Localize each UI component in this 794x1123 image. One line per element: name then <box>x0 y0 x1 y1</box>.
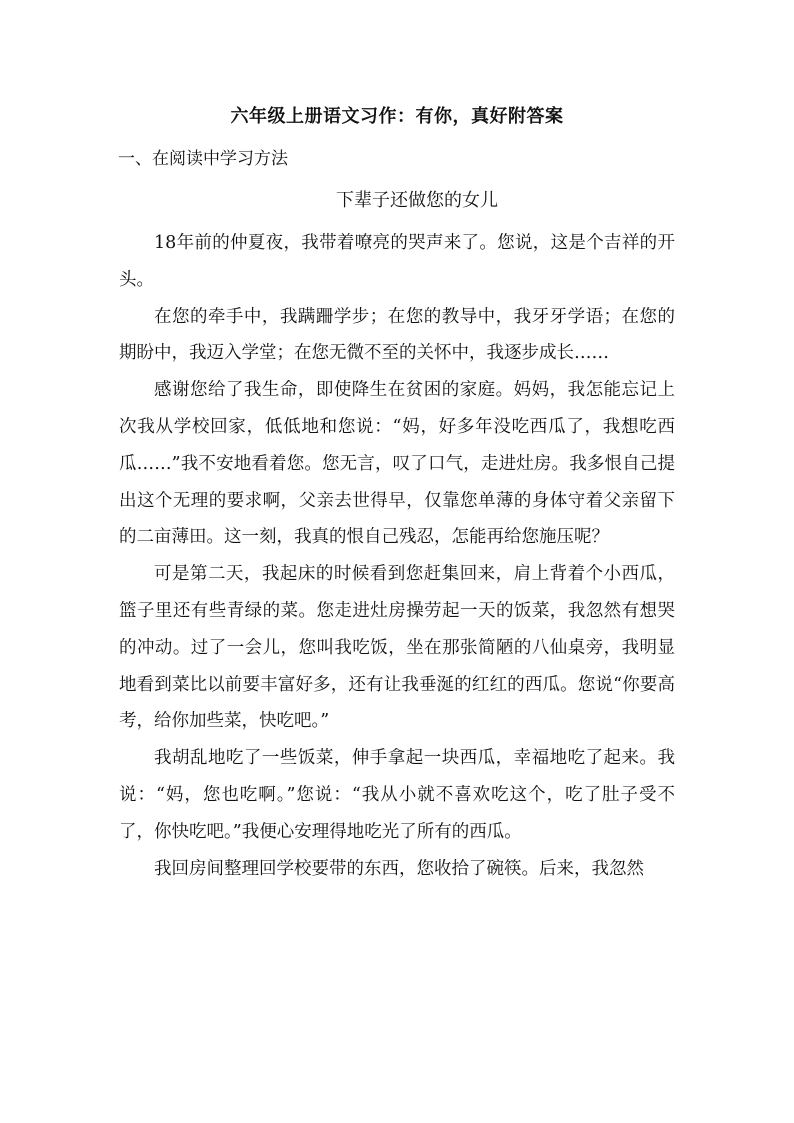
paragraph: 我胡乱地吃了一些饭菜，伸手拿起一块西瓜，幸福地吃了起来。我说：“妈，您也吃啊。”您说：“我从小就不喜欢吃这个，吃了肚子受不了，你快吃吧。”我便心安理得地吃光了所有的西瓜。 <box>119 748 675 842</box>
paragraph: 在您的牵手中，我蹒跚学步；在您的教导中，我牙牙学语；在您的期盼中，我迈入学堂；在您无微不至的关怀中，我逐步成长…… <box>119 306 675 364</box>
section-heading: 一、在阅读中学习方法 <box>118 149 288 169</box>
paragraph: 18年前的仲夏夜，我带着嘹亮的哭声来了。您说，这是个吉祥的开头。 <box>119 233 675 290</box>
essay-title: 下辈子还做您的女儿 <box>336 190 498 211</box>
paragraph: 我回房间整理回学校要带的东西，您收拾了碗筷。后来，我忽然 <box>154 858 644 879</box>
paragraph: 感谢您给了我生命，即使降生在贫困的家庭。妈妈，我怎能忘记上次我从学校回家，低低地和您说：“妈，好多年没吃西瓜了，我想吃西瓜……”我不安地看着您。您无言，叹了口气，走进灶房。我多恨自己提出这个无理的要求啊，父亲去世得早，仅靠您单薄的身体守着父亲留下的二亩薄田。这一刻，我真的恨自己残忍，怎能再给您施压呢？ <box>119 380 675 548</box>
paragraph: 可是第二天，我起床的时候看到您赶集回来，肩上背着个小西瓜，篮子里还有些青绿的菜。您走进灶房操劳起一天的饭菜，我忽然有想哭的冲动。过了一会儿，您叫我吃饭，坐在那张简陋的八仙桌旁，我明显地看到菜比以前要丰富好多，还有让我垂涎的红红的西瓜。您说“你要高考，给你加些菜，快吃吧。” <box>119 564 675 732</box>
document-title: 六年级上册语文习作：有你，真好附答案 <box>230 106 564 127</box>
essay-body <box>119 225 675 887</box>
